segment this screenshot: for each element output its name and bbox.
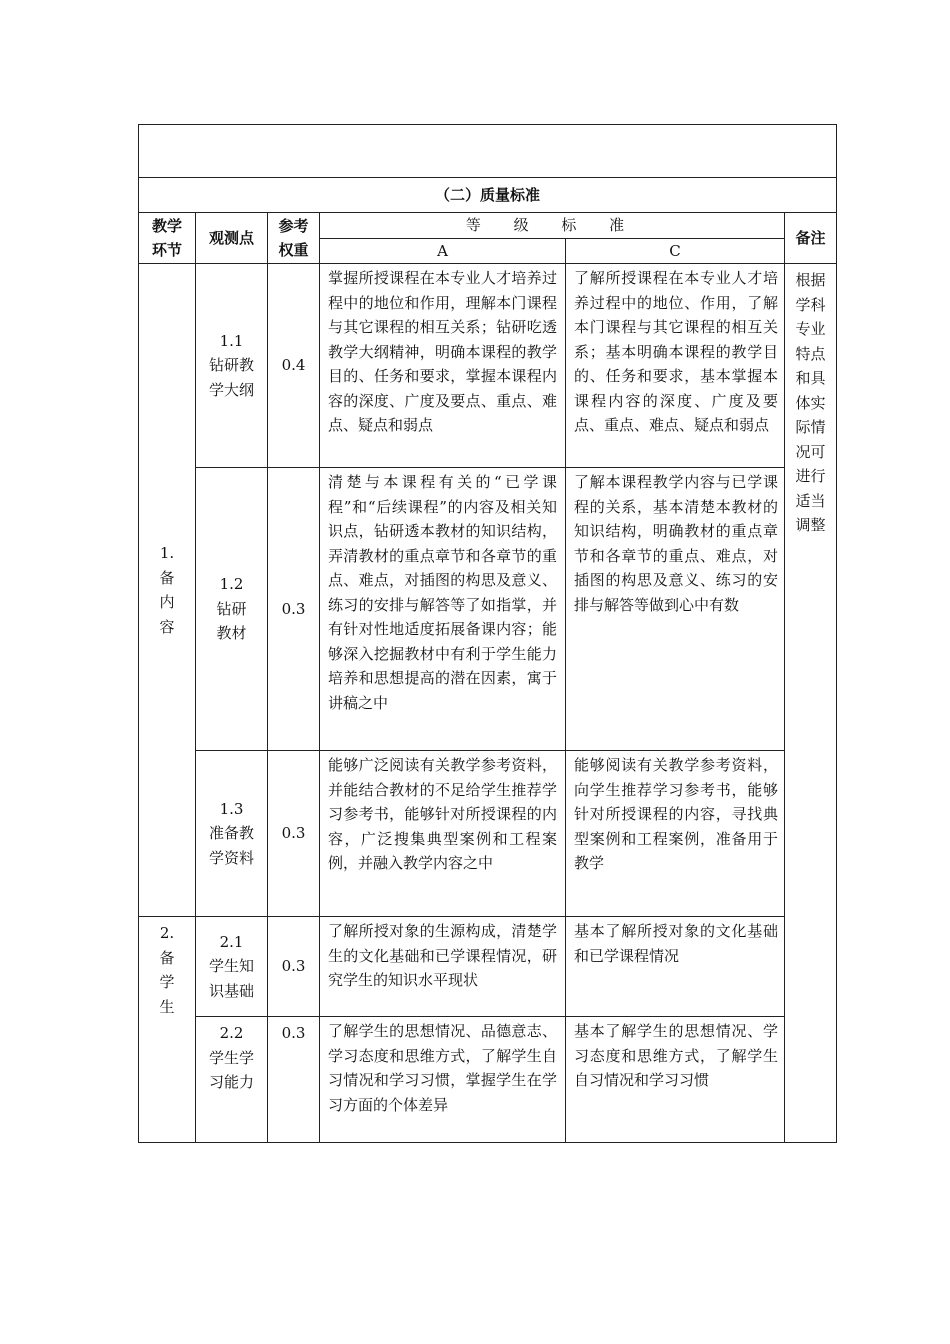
remark-line: 和具 xyxy=(795,369,826,387)
stage-label xyxy=(139,264,196,917)
stage-label-line: 内 xyxy=(159,593,175,611)
observation-line: 钻研 xyxy=(216,599,247,618)
header-weight xyxy=(268,213,320,264)
observation-line: 识基础 xyxy=(208,981,254,1000)
section-title-row xyxy=(139,178,837,213)
weight-value: 0.4 xyxy=(268,264,320,468)
observation-line: 学大纲 xyxy=(208,380,254,399)
header-remark: 备注 xyxy=(785,213,837,264)
weight-value: 0.3 xyxy=(268,468,320,751)
observation-line: 钻研教 xyxy=(208,356,254,375)
remark-line: 学科 xyxy=(795,295,826,314)
stage-label-line: 2. xyxy=(159,924,175,942)
observation-line: 1.3 xyxy=(219,799,244,818)
header-stage-line: 教学 xyxy=(151,216,182,235)
table-row xyxy=(139,468,837,751)
stage-label-line: 学 xyxy=(159,973,175,991)
observation-line: 习能力 xyxy=(208,1073,254,1091)
header-stage-line: 环节 xyxy=(151,241,182,259)
grade-a-text: 了解所授对象的生源构成，清楚学生的文化基础和已学课程情况，研究学生的知识水平现状 xyxy=(320,917,566,1017)
stage-label-line: 备 xyxy=(159,568,175,587)
table-row xyxy=(139,264,837,468)
remark-line: 特点 xyxy=(795,344,826,363)
observation-line: 学生知 xyxy=(208,957,254,976)
stage-label xyxy=(139,917,196,1143)
observation-point xyxy=(196,1017,268,1143)
quality-standard-table xyxy=(138,124,837,1143)
table-row xyxy=(139,1017,837,1143)
blank-cell xyxy=(139,125,837,178)
observation-line: 1.2 xyxy=(219,575,244,594)
observation-line: 准备教 xyxy=(208,824,254,843)
stage-label-line: 备 xyxy=(159,948,175,967)
blank-header-row xyxy=(139,125,837,178)
observation-line: 学资料 xyxy=(208,848,254,867)
grade-a-text: 清楚与本课程有关的“已学课程”和“后续课程”的内容及相关知识点，钻研透本教材的知识结构，弄清教材的重点章节和各章节的重点、难点，对插图的构思及意义、练习的安排与解答等了如指掌，并有针对性地适度拓展备课内容；能够深入挖掘教材中有利于学生能力培养和思想提高的潜在因素，寓于讲稿之中 xyxy=(320,468,566,751)
stage-label-line: 容 xyxy=(159,617,175,636)
header-row-1 xyxy=(139,213,837,239)
header-grade-a: A xyxy=(320,238,566,264)
remark-line: 专业 xyxy=(795,320,826,338)
remark-line: 根据 xyxy=(795,271,826,289)
observation-line: 2.1 xyxy=(219,932,244,951)
header-weight-line: 权重 xyxy=(278,241,309,259)
observation-point xyxy=(196,751,268,917)
table-row xyxy=(139,917,837,1017)
grade-c-text: 能够阅读有关教学参考资料，向学生推荐学习参考书，能够针对所授课程的内容，寻找典型案例和工程案例，准备用于教学 xyxy=(566,751,785,917)
remark-line: 际情 xyxy=(795,418,826,436)
weight-value: 0.3 xyxy=(268,1017,320,1143)
observation-point xyxy=(196,917,268,1017)
observation-point xyxy=(196,468,268,751)
observation-line: 1.1 xyxy=(219,331,244,350)
section-title: （二）质量标准 xyxy=(139,178,837,213)
weight-value: 0.3 xyxy=(268,917,320,1017)
remark-line: 适当 xyxy=(795,491,826,510)
table-row xyxy=(139,751,837,917)
remark-line: 况可 xyxy=(795,442,826,461)
header-grade: 等 级 标 准 xyxy=(320,213,785,239)
stage-label-line: 1. xyxy=(159,544,175,562)
weight-value: 0.3 xyxy=(268,751,320,917)
observation-line: 教材 xyxy=(216,624,247,643)
header-weight-line: 参考 xyxy=(278,216,309,235)
header-grade-c: C xyxy=(566,238,785,264)
grade-a-text: 能够广泛阅读有关教学参考资料，并能结合教材的不足给学生推荐学习参考书，能够针对所授课程的内容，广泛搜集典型案例和工程案例，并融入教学内容之中 xyxy=(320,751,566,917)
header-observation: 观测点 xyxy=(196,213,268,264)
grade-c-text: 基本了解学生的思想情况、学习态度和思维方式，了解学生自习情况和学习习惯 xyxy=(566,1017,785,1143)
stage-label-line: 生 xyxy=(159,997,175,1016)
observation-line: 2.2 xyxy=(219,1024,244,1042)
grade-a-text: 掌握所授课程在本专业人才培养过程中的地位和作用，理解本门课程与其它课程的相互关系；钻研吃透教学大纲精神，明确本课程的教学目的、任务和要求，掌握本课程内容的深度、广度及要点、重点、难点、疑点和弱点 xyxy=(320,264,566,468)
remark-line: 体实 xyxy=(795,393,826,412)
grade-c-text: 了解本课程教学内容与已学课程的关系，基本清楚本教材的知识结构，明确教材的重点章节和各章节的重点、难点，对插图的构思及意义、练习的安排与解答等做到心中有数 xyxy=(566,468,785,751)
grade-a-text: 了解学生的思想情况、品德意志、学习态度和思维方式，了解学生自习情况和学习习惯，掌握学生在学习方面的个体差异 xyxy=(320,1017,566,1143)
remark-line: 进行 xyxy=(795,467,826,485)
header-stage xyxy=(139,213,196,264)
remark-cell xyxy=(785,264,837,1143)
remark-line: 调整 xyxy=(795,516,826,534)
grade-c-text: 了解所授课程在本专业人才培养过程中的地位、作用，了解本门课程与其它课程的相互关系；基本明确本课程的教学目的、任务和要求，基本掌握本课程内容的深度、广度及要点、重点、难点、疑点和弱点 xyxy=(566,264,785,468)
observation-line: 学生学 xyxy=(208,1048,254,1067)
observation-point xyxy=(196,264,268,468)
grade-c-text: 基本了解所授对象的文化基础和已学课程情况 xyxy=(566,917,785,1017)
